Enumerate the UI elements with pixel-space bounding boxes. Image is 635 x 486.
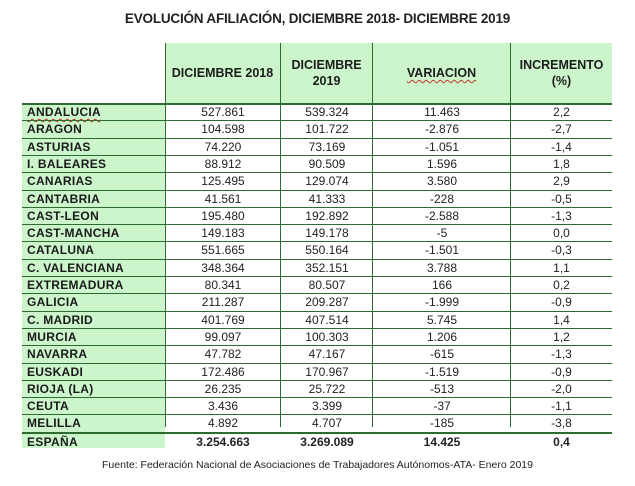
value-dic2019: 80.507 [308,278,346,292]
value-variacion: 11.463 [424,105,460,119]
value-incremento: 1,4 [553,312,570,327]
value-variacion: -1.051 [424,139,460,154]
region-name: ARAGON [27,122,83,137]
value-dic2019: 192.892 [305,208,349,223]
region-name: CANTABRIA [27,191,101,206]
value-dic2018: 80.341 [204,278,242,292]
value-variacion: -615 [429,347,455,362]
value-variacion: 1.596 [426,156,458,171]
value-dic2018: 3.436 [207,399,239,414]
value-variacion: -2.588 [424,208,460,223]
table-row [22,329,612,346]
value-dic2019: 4.707 [311,416,343,431]
region-name: C. MADRID [27,312,94,327]
value-variacion: 3.788 [426,260,458,275]
value-variacion: -5 [436,226,448,241]
total-variacion: 14.425 [423,434,461,449]
value-incremento: 1,2 [553,329,570,344]
table-row [22,191,612,208]
value-incremento: -0,3 [551,243,572,258]
value-dic2019: 539.324 [305,105,349,119]
region-name: EUSKADI [27,364,84,379]
region-name: CEUTA [27,399,69,414]
value-dic2019: 149.178 [305,226,349,241]
value-dic2019: 101.722 [305,122,349,137]
value-dic2018: 88.912 [204,156,242,171]
table-row [22,139,612,156]
value-variacion: -1.999 [424,295,460,310]
region-name: CANARIAS [27,174,93,189]
header-dic2019-label: DICIEMBRE 2019 [291,58,362,88]
table-row [22,381,612,398]
table-row [22,156,612,173]
value-dic2018: 74.220 [204,139,242,154]
value-variacion: 166 [431,278,453,292]
column-divider [372,43,373,427]
value-dic2019: 100.303 [305,329,349,344]
value-variacion: 3.580 [426,174,458,189]
value-dic2018: 211.287 [201,295,245,310]
value-variacion: -228 [429,191,455,206]
total-row [22,434,612,451]
value-dic2018: 41.561 [204,191,242,206]
region-name: MURCIA [27,329,77,344]
value-dic2018: 172.486 [201,364,245,379]
table-row [22,208,612,225]
total-label: ESPAÑA [27,434,78,449]
region-name [22,104,165,121]
table-row [22,364,612,381]
value-incremento: 2,9 [553,174,570,189]
table-row [22,104,612,121]
value-variacion: -2.876 [424,122,460,137]
region-name: C. VALENCIANA [27,260,125,275]
value-dic2019: 352.151 [305,260,349,275]
value-dic2019: 25.722 [308,381,346,396]
region-name: CAST-LEON [27,208,100,223]
value-dic2018: 26.235 [204,381,242,396]
column-divider [165,43,166,427]
table-row [22,398,612,415]
value-incremento: 1,1 [553,260,570,275]
value-variacion: 1.206 [426,329,458,344]
value-incremento: -2,0 [551,381,572,396]
value-dic2019: 90.509 [308,156,346,171]
table-row [22,173,612,190]
value-incremento: -2,7 [551,122,572,137]
region-name: RIOJA (LA) [27,381,94,396]
region-name: GALICIA [27,295,79,310]
value-dic2018: 551.665 [201,243,245,258]
value-variacion: -513 [429,381,455,396]
value-variacion: -1.519 [424,364,460,379]
region-name: ASTURIAS [27,139,91,154]
header-dic2018-label: DICIEMBRE 2018 [171,66,274,80]
value-incremento: -1,1 [551,399,572,414]
column-divider [510,43,511,427]
table-title: EVOLUCIÓN AFILIACIÓN, DICIEMBRE 2018- DICIEMBRE 2019 [124,11,511,26]
value-incremento: -1,4 [551,139,572,154]
header-incremento [511,43,612,103]
header-variacion [373,43,510,103]
value-dic2018: 47.782 [204,347,242,362]
region-name: MELILLA [27,416,82,431]
value-variacion: -1.501 [424,243,460,258]
table-row [22,415,612,432]
value-incremento: -0,9 [551,364,572,379]
value-dic2019: 3.399 [311,399,343,414]
header-variacion-label: VARIACION [406,66,477,80]
region-name: EXTREMADURA [27,278,124,292]
table-row [22,121,612,138]
value-incremento: 2,2 [553,105,570,119]
value-dic2019: 73.169 [308,139,346,154]
table-row [22,225,612,242]
table-row [22,312,612,329]
table-row [22,260,612,277]
value-dic2018: 4.892 [207,416,239,431]
value-dic2018: 104.598 [201,122,245,137]
value-incremento: -1,3 [551,208,572,223]
value-dic2018: 527.861 [201,105,245,119]
header-dic2019 [281,43,372,103]
value-dic2018: 99.097 [204,329,242,344]
table-row [22,346,612,363]
value-dic2018: 149.183 [201,226,245,241]
table-row [22,242,612,259]
value-incremento: -1,3 [551,347,572,362]
value-dic2018: 348.364 [201,260,245,275]
region-name: NAVARRA [27,347,88,362]
total-dic2019: 3.269.089 [300,434,354,449]
value-dic2019: 170.967 [305,364,349,379]
value-incremento: 1,8 [553,156,570,171]
value-dic2018: 195.480 [201,208,245,223]
value-incremento: -0,9 [551,295,572,310]
value-dic2019: 550.164 [305,243,349,258]
value-dic2019: 129.074 [305,174,349,189]
value-dic2019: 407.514 [305,312,349,327]
column-divider [280,43,281,427]
total-dic2018: 3.254.663 [196,434,250,449]
total-incremento: 0,4 [553,434,570,449]
value-variacion: -37 [433,399,451,414]
value-dic2019: 209.287 [305,295,349,310]
value-variacion: -185 [429,416,455,431]
value-variacion: 5.745 [426,312,458,327]
region-name: CATALUNA [27,243,95,258]
value-incremento: -0,5 [551,191,572,206]
header-dic2018 [165,43,280,103]
value-dic2019: 41.333 [308,191,346,206]
value-dic2018: 401.769 [201,312,245,327]
source-footnote: Fuente: Federación Nacional de Asociaciones de Trabajadores Autónomos-ATA- Enero 2019 [102,459,533,471]
region-name: CAST-MANCHA [27,226,120,241]
table-row [22,294,612,311]
value-incremento: -3,8 [551,416,572,431]
value-dic2018: 125.495 [201,174,245,189]
table-row [22,277,612,294]
value-incremento: 0,0 [553,226,570,241]
region-name: I. BALEARES [27,156,107,171]
value-incremento: 0,2 [553,278,570,292]
header-incremento-label: INCREMENTO (%) [519,58,604,88]
region-name-text: ANDALUCIA [27,105,102,119]
value-dic2019: 47.167 [308,347,346,362]
